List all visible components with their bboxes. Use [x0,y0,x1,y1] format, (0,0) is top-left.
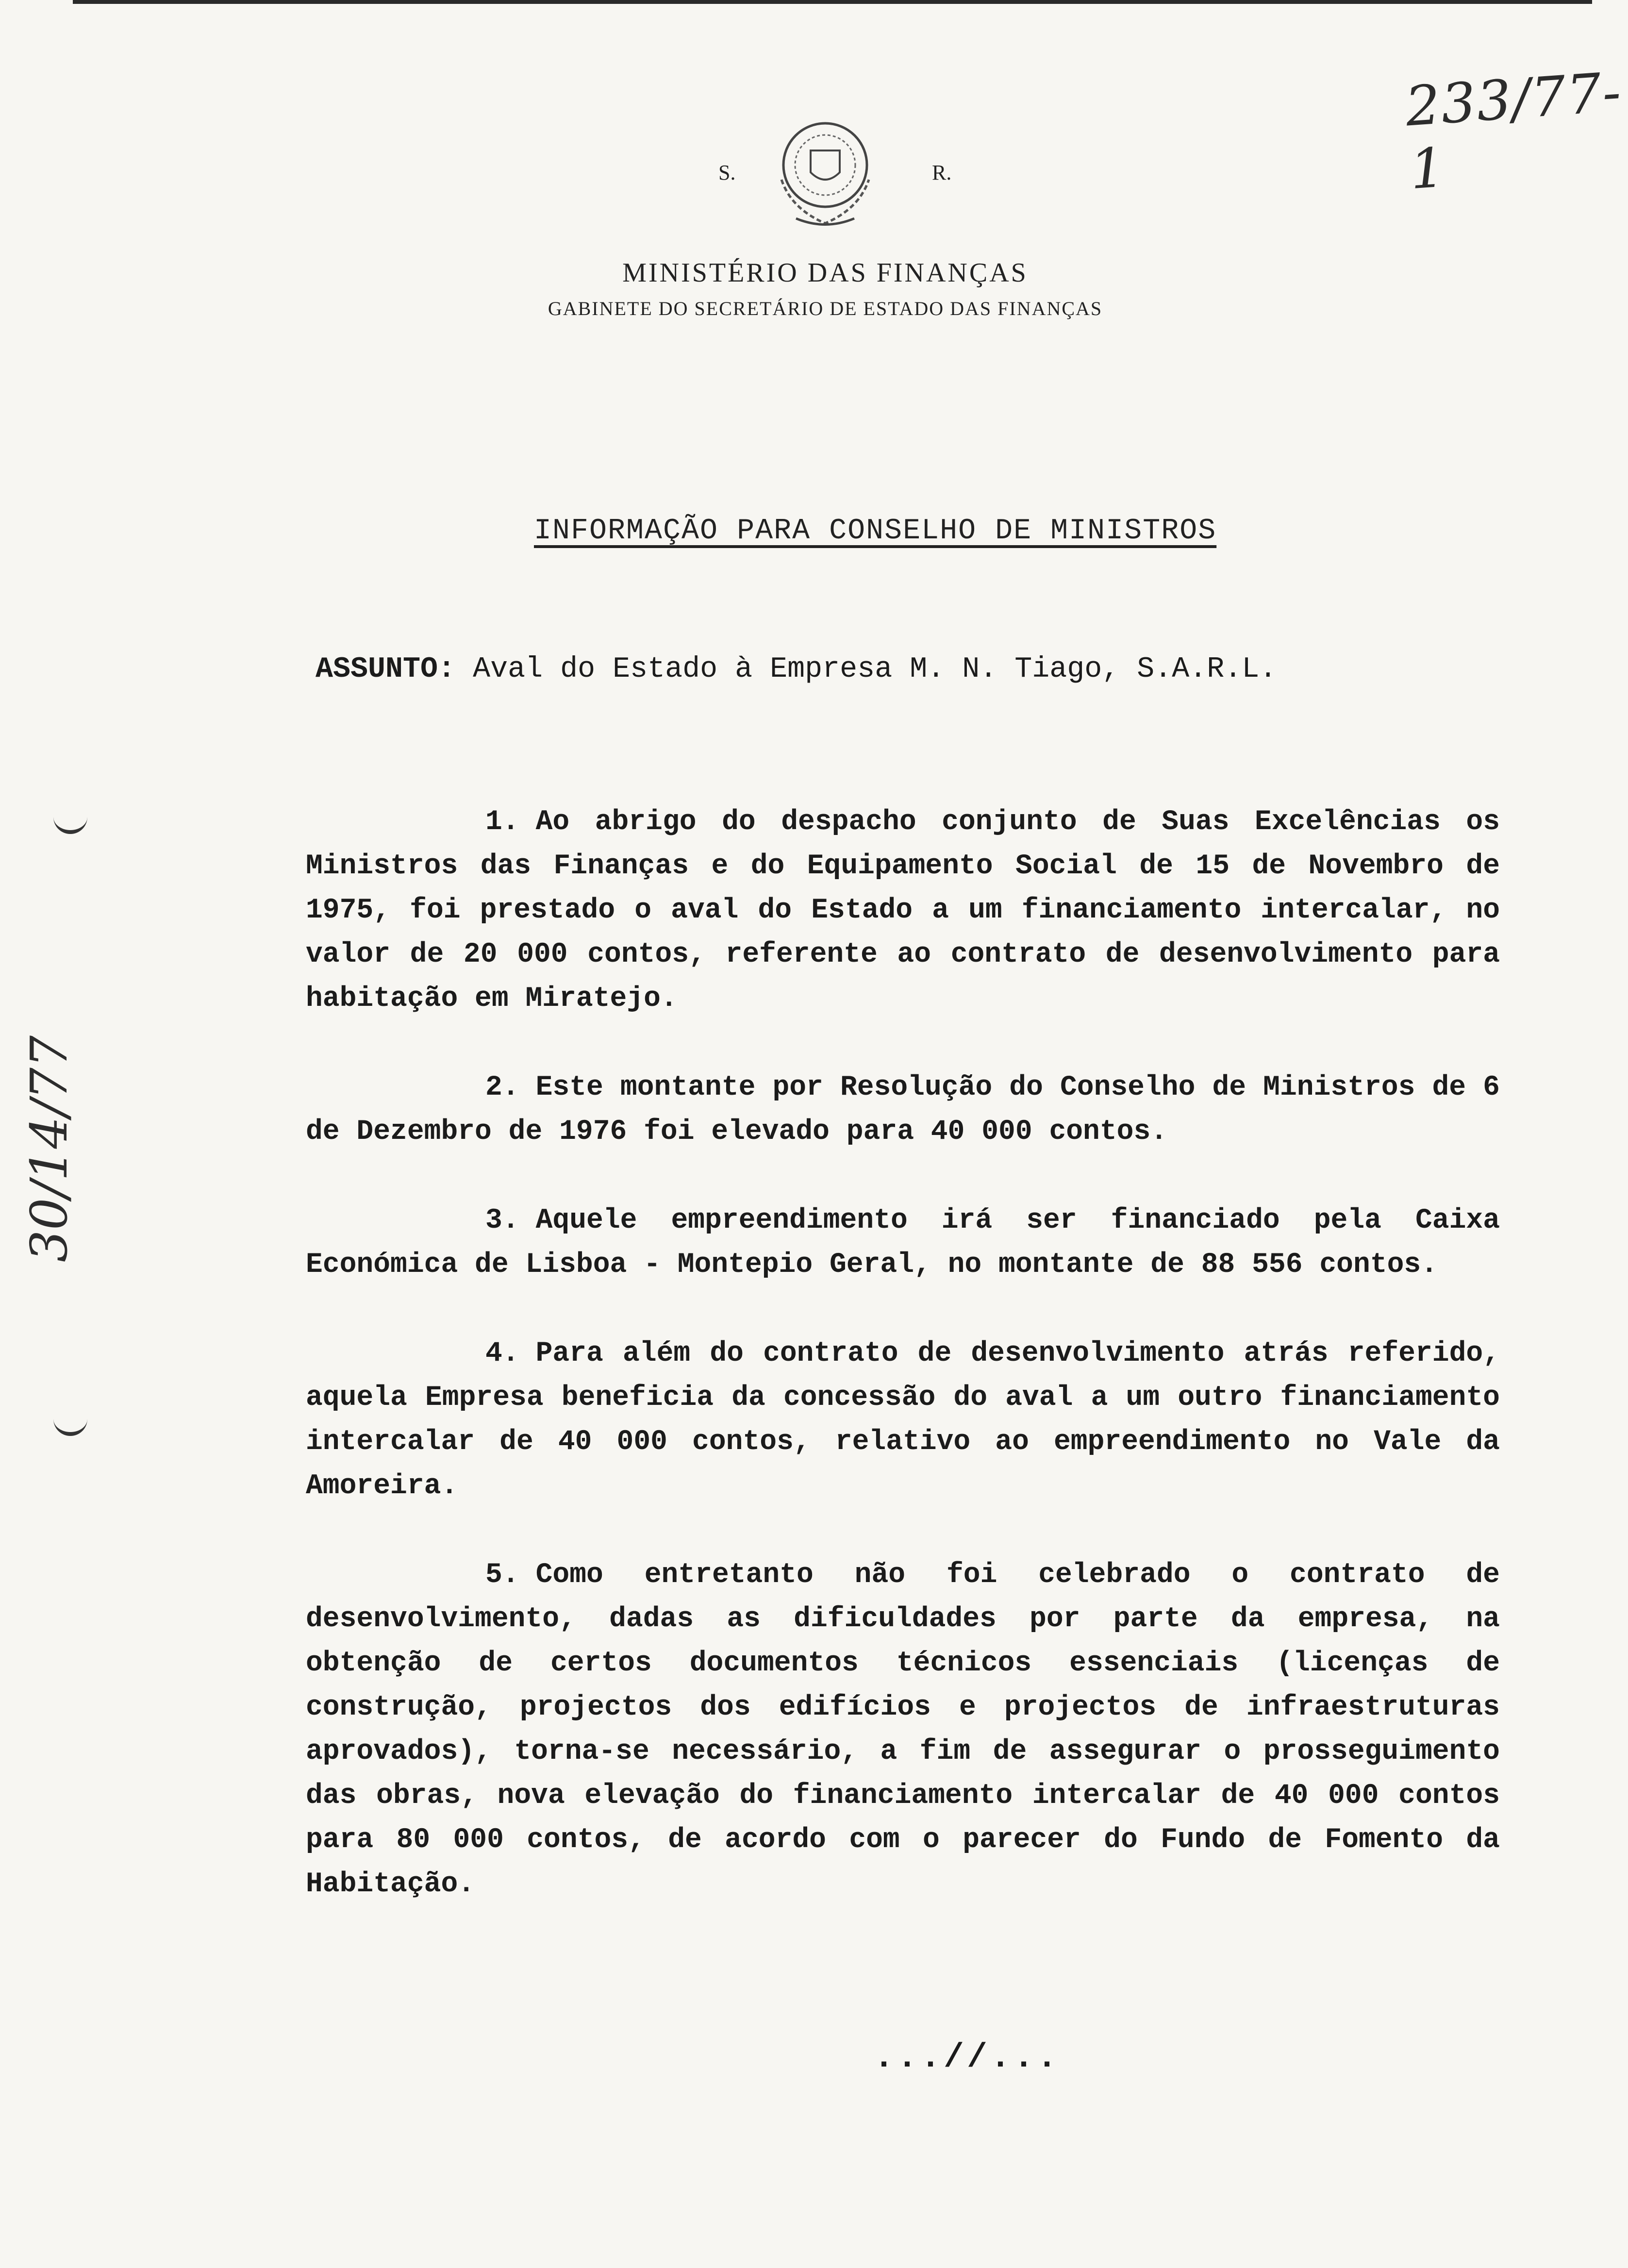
paragraph-4 [306,1332,1500,1508]
paragraph-3 [306,1199,1500,1287]
paragraph-number: 3. [485,1205,519,1236]
subject-label: ASSUNTO: [316,653,456,686]
paragraph-number: 4. [485,1338,519,1369]
paragraph-2 [306,1066,1500,1154]
paragraph-text: Aquele empreendimento irá ser financiado pela Caixa Económica de Lisboa - Montepio Geral, no montante de 88 556 contos. [306,1205,1500,1281]
cabinet-name: GABINETE DO SECRETÁRIO DE ESTADO DAS FINANÇAS [548,298,1103,319]
letterhead [534,107,1116,320]
paragraph-5 [306,1553,1500,1906]
paragraph-text: Como entretanto não foi celebrado o contrato de desenvolvimento, dadas as dificuldades por parte da empresa, na obtenção de certos documentos técnicos essenciais (licenças de construção, projectos dos edifícios e projectos de infraestruturas aprovados), torna-se necessário, a fim de assegurar o prosseguimento das obras, nova elevação do financiamento intercalar de 40 000 contos para 80 000 contos, de acordo com o parecer do Fundo de Fomento da Habitação. [306,1559,1500,1900]
document-title: INFORMAÇÃO PARA CONSELHO DE MINISTROS [534,515,1217,548]
seal-row [534,107,1116,252]
paragraph-number: 5. [485,1559,519,1591]
paragraph-text: Este montante por Resolução do Conselho de Ministros de 6 de Dezembro de 1976 foi elevado para 40 000 contos. [306,1072,1500,1148]
margin-bracket-mark [53,796,87,834]
ministry-name: MINISTÉRIO DAS FINANÇAS [622,258,1028,288]
seal-letter-left: S. [718,161,736,184]
handwritten-reference-number: 233/77-1 [1403,60,1624,202]
handwritten-margin-note: 30/14/77 [19,1035,79,1262]
seal-letter-right: R. [932,161,952,184]
paragraph-number: 2. [485,1072,519,1103]
paragraph-1 [306,800,1500,1021]
margin-bracket-mark [53,1398,87,1436]
document-body [306,772,1500,1951]
paragraph-text: Para além do contrato de desenvolvimento atrás referido, aquela Empresa beneficia da concessão do aval a um outro financiamento intercalar de 40 000 contos, relativo ao empreendimento no Vale da Amoreira. [306,1338,1500,1502]
continuation-mark: ...//... [874,2039,1061,2077]
paragraph-text: Ao abrigo do despacho conjunto de Suas Excelências os Ministros das Finanças e do Equipamento Social de 15 de Novembro de 1975, foi prestado o aval do Estado a um financiamento intercalar, no valor de 20 000 contos, referente ao contrato de desenvolvimento para habitação em Miratejo. [306,806,1500,1015]
paragraph-number: 1. [485,806,519,838]
top-border-line [73,0,1592,4]
subject-text: Aval do Estado à Empresa M. N. Tiago, S.A.R.L. [473,653,1277,686]
subject-line [316,653,1529,686]
coat-of-arms-seal-icon [767,107,883,233]
